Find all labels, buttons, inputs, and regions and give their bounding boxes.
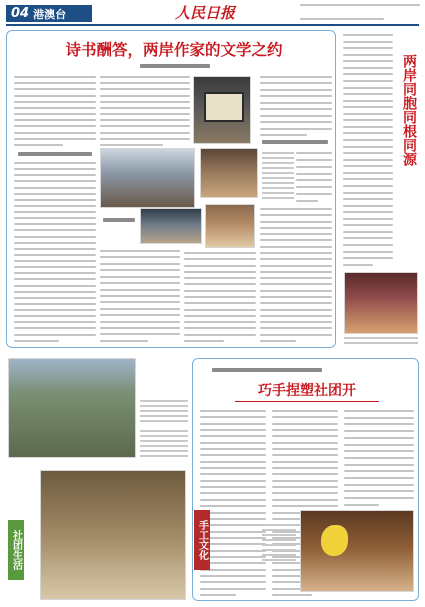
photo-park-activity	[8, 358, 136, 458]
photo-caption-park	[140, 400, 188, 424]
section-name: 港澳台	[33, 7, 67, 21]
section-badge	[6, 5, 92, 22]
photo-handcraft	[300, 510, 414, 592]
tag-left: 社团生活	[8, 520, 24, 580]
photo-caption-side	[344, 337, 418, 345]
top-article-col1-intro	[14, 76, 96, 146]
photo-street-show	[40, 470, 186, 600]
photo-side-performance	[344, 272, 418, 334]
top-article-col5-body	[260, 208, 332, 342]
top-article-col2-intro	[100, 76, 190, 146]
photo-writer-desk	[205, 204, 255, 248]
top-article-byline	[140, 64, 210, 68]
tag-right: 手工文化	[194, 510, 210, 570]
top-article-col4-body	[296, 152, 332, 202]
top-article-subhead-2	[103, 218, 135, 222]
bottom-article-col3	[344, 410, 414, 506]
header-rule	[6, 24, 419, 26]
headline-underline	[235, 401, 379, 402]
photo-caption-group	[262, 152, 294, 202]
side-column-title: 两岸同胞同根同源	[401, 54, 417, 166]
top-article-subhead-1	[18, 152, 92, 156]
photo-caption-craft	[262, 524, 296, 564]
page-number: 04	[11, 6, 30, 21]
top-article-col1-body	[14, 162, 96, 342]
photo-visitors-crowd	[100, 148, 195, 208]
top-article-subhead-3	[262, 140, 328, 144]
photo-caption-show	[140, 430, 188, 460]
photo-exhibition-sign	[193, 76, 251, 144]
bottom-article-kicker	[212, 368, 322, 372]
top-article-headline: 诗书酬答，两岸作家的文学之约	[65, 40, 283, 59]
top-article-col2-body	[100, 250, 180, 342]
bottom-article-headline: 巧手捏塑社团开	[258, 383, 356, 399]
edition-info	[300, 4, 420, 20]
side-column-body	[343, 34, 393, 266]
masthead-logo: 人民日报	[174, 4, 235, 22]
photo-audience-seated	[200, 148, 258, 198]
photo-group-meeting	[140, 208, 202, 244]
top-article-col3-body	[184, 252, 256, 342]
top-article-col4-intro	[260, 76, 332, 136]
